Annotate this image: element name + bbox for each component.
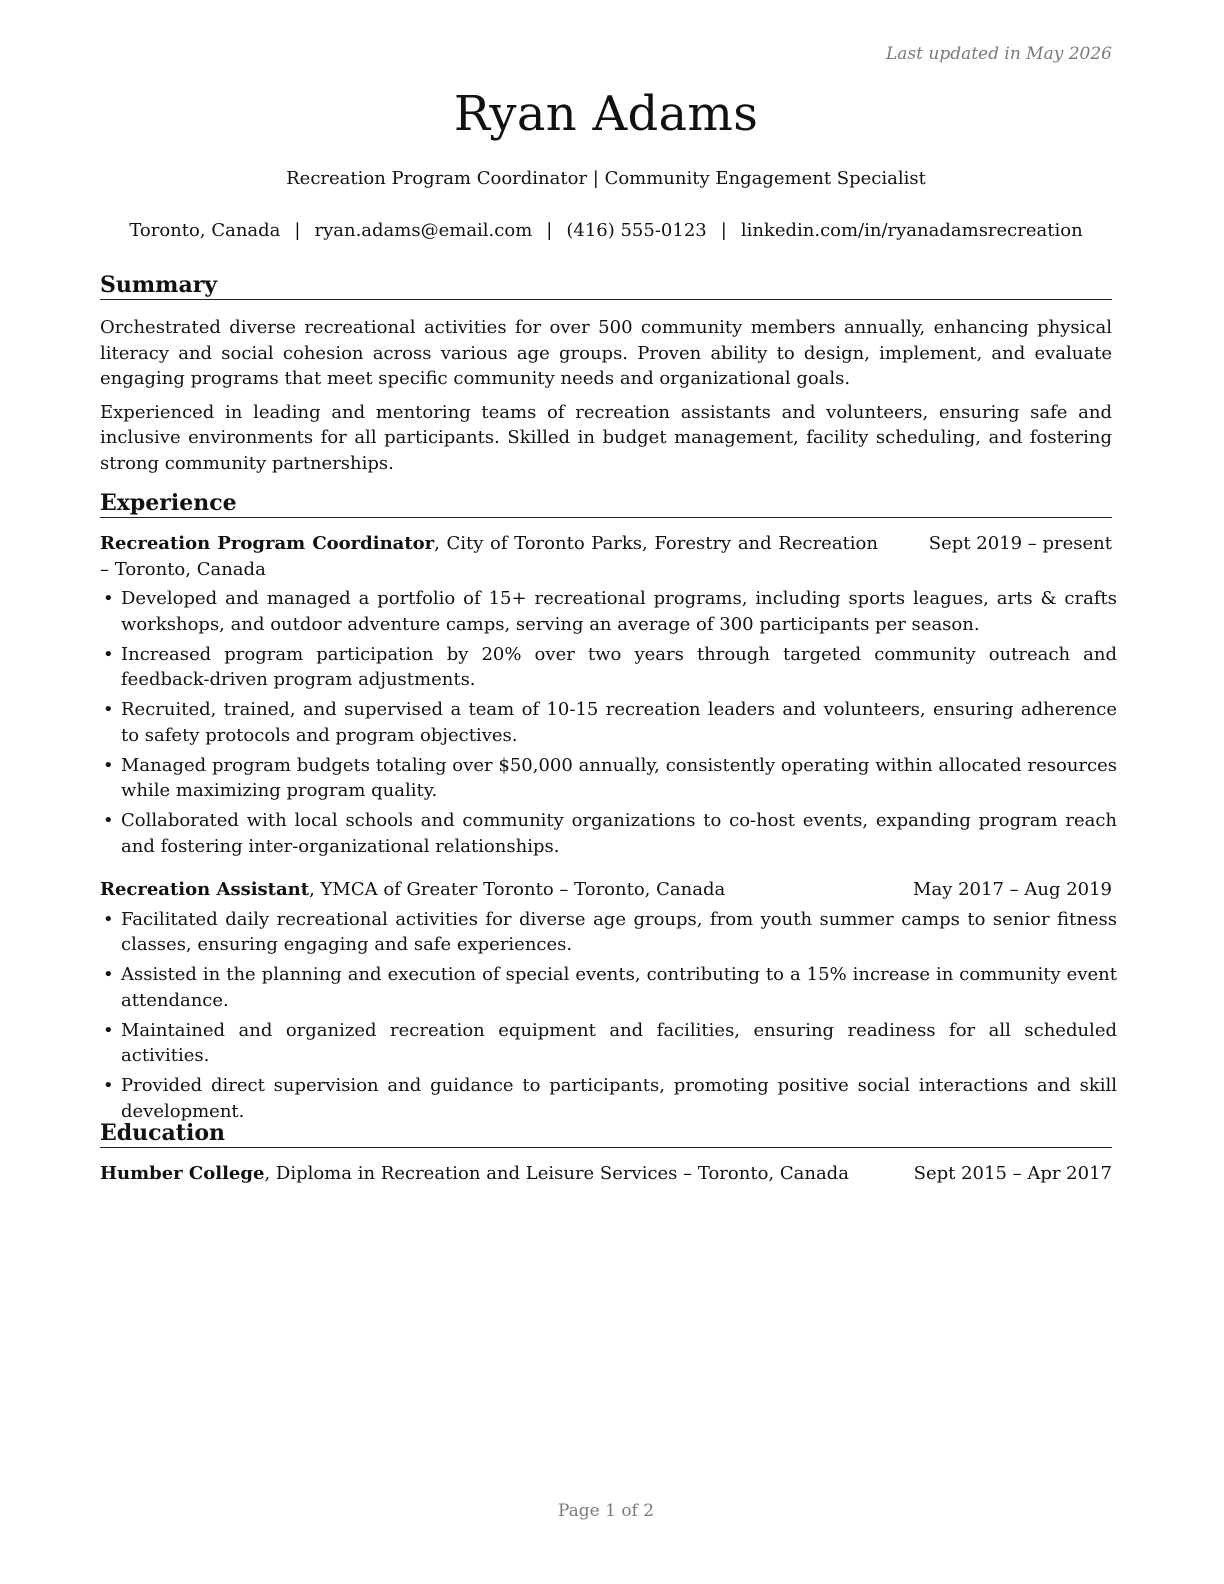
- contact-email[interactable]: ryan.adams@email.com: [314, 220, 533, 241]
- job-header: [100, 877, 1112, 903]
- bullet-icon: •: [103, 964, 114, 985]
- bullet-text: Developed and managed a portfolio of 15+ recreational programs, including sports leagues, arts & crafts workshops, and outdoor adventure camps, serving an average of 300 participants per season.: [121, 588, 1117, 635]
- job-title-line: [100, 531, 878, 582]
- contact-linkedin[interactable]: linkedin.com/in/ryanadamsrecreation: [740, 220, 1083, 241]
- education-detail: , Diploma in Recreation and Leisure Services – Toronto, Canada: [264, 1163, 849, 1184]
- education-dates: Sept 2015 – Apr 2017: [913, 1163, 1112, 1184]
- bullet-text: Recruited, trained, and supervised a team of 10-15 recreation leaders and volunteers, ensuring adherence to safety protocols and program objectives.: [121, 699, 1117, 746]
- job-header: [100, 531, 1112, 582]
- contact-line: [100, 220, 1112, 241]
- bullet-text: Provided direct supervision and guidance to participants, promoting positive social interactions and skill development.: [121, 1075, 1117, 1122]
- job-role: Recreation Assistant: [100, 879, 310, 900]
- bullet-icon: •: [103, 908, 114, 930]
- bullet-text: Maintained and organized recreation equipment and facilities, ensuring readiness for all scheduled activities.: [121, 1019, 1117, 1066]
- job-role: Recreation Program Coordinator: [100, 533, 435, 554]
- education-section: [100, 1120, 1112, 1187]
- job-organization: , City of Toronto Parks, Forestry and Recreation – Toronto, Canada: [100, 533, 878, 580]
- job-dates: May 2017 – Aug 2019: [913, 879, 1112, 900]
- bullet-text: Managed program budgets totaling over $50,000 annually, consistently operating within allocated resources while maximizing program quality.: [121, 754, 1117, 801]
- candidate-headline: Recreation Program Coordinator | Community Engagement Specialist: [286, 168, 926, 189]
- job-dates: Sept 2019 – present: [928, 533, 1112, 554]
- list-item: [100, 808, 1117, 859]
- school-name: Humber College: [100, 1163, 265, 1184]
- job-organization: , YMCA of Greater Toronto – Toronto, Canada: [309, 879, 726, 900]
- bullet-icon: •: [103, 588, 114, 609]
- contact-separator: |: [720, 220, 727, 241]
- bullet-text: Collaborated with local schools and community organizations to co-host events, expanding program reach and fostering inter-organizational relationships.: [121, 810, 1117, 857]
- bullet-icon: •: [103, 754, 114, 776]
- bullet-icon: •: [103, 699, 114, 720]
- job-bullets: [100, 586, 1117, 859]
- page-number: Page 1 of 2: [557, 1501, 655, 1521]
- section-title-education: Education: [100, 1120, 1112, 1148]
- bullet-text: Assisted in the planning and execution of special events, contributing to a 15% increase in community event attendance.: [121, 964, 1117, 1011]
- section-title-experience: Experience: [100, 490, 1112, 518]
- list-item: [100, 697, 1117, 748]
- summary-paragraph: Orchestrated diverse recreational activities for over 500 community members annually, enhancing physical literacy and social cohesion across various age groups. Proven ability to design, implement, and evaluate engaging programs that meet specific community needs and organizational goals.: [100, 317, 1112, 389]
- bullet-icon: •: [103, 1075, 114, 1096]
- contact-separator: |: [546, 220, 553, 241]
- experience-section: [100, 490, 1117, 1129]
- section-title-summary: Summary: [100, 272, 1112, 300]
- summary-section: [100, 272, 1112, 476]
- candidate-name: Ryan Adams: [453, 86, 759, 142]
- list-item: [100, 642, 1117, 693]
- bullet-text: Facilitated daily recreational activities for diverse age groups, from youth summer camps to senior fitness classes, ensuring engaging and safe experiences.: [121, 908, 1117, 955]
- education-entry: [100, 1161, 1112, 1187]
- list-item: [100, 1018, 1117, 1069]
- bullet-icon: •: [103, 643, 114, 665]
- contact-separator: |: [294, 220, 301, 241]
- summary-paragraph: Experienced in leading and mentoring teams of recreation assistants and volunteers, ensuring safe and inclusive environments for all participants. Skilled in budget management, facility scheduling, and fostering strong community partnerships.: [100, 401, 1112, 474]
- bullet-text: Increased program participation by 20% over two years through targeted community outreach and feedback-driven program adjustments.: [121, 643, 1117, 690]
- contact-location: Toronto, Canada: [129, 220, 281, 241]
- list-item: [100, 586, 1117, 637]
- resume-page: [100, 0, 1117, 1584]
- bullet-icon: •: [103, 1019, 114, 1041]
- list-item: [100, 753, 1117, 804]
- job-bullets: [100, 907, 1117, 1125]
- bullet-icon: •: [103, 810, 114, 831]
- last-updated-note: Last updated in May 2026: [885, 44, 1112, 64]
- list-item: [100, 1073, 1117, 1124]
- list-item: [100, 962, 1117, 1013]
- contact-phone[interactable]: (416) 555-0123: [566, 220, 707, 241]
- list-item: [100, 907, 1117, 958]
